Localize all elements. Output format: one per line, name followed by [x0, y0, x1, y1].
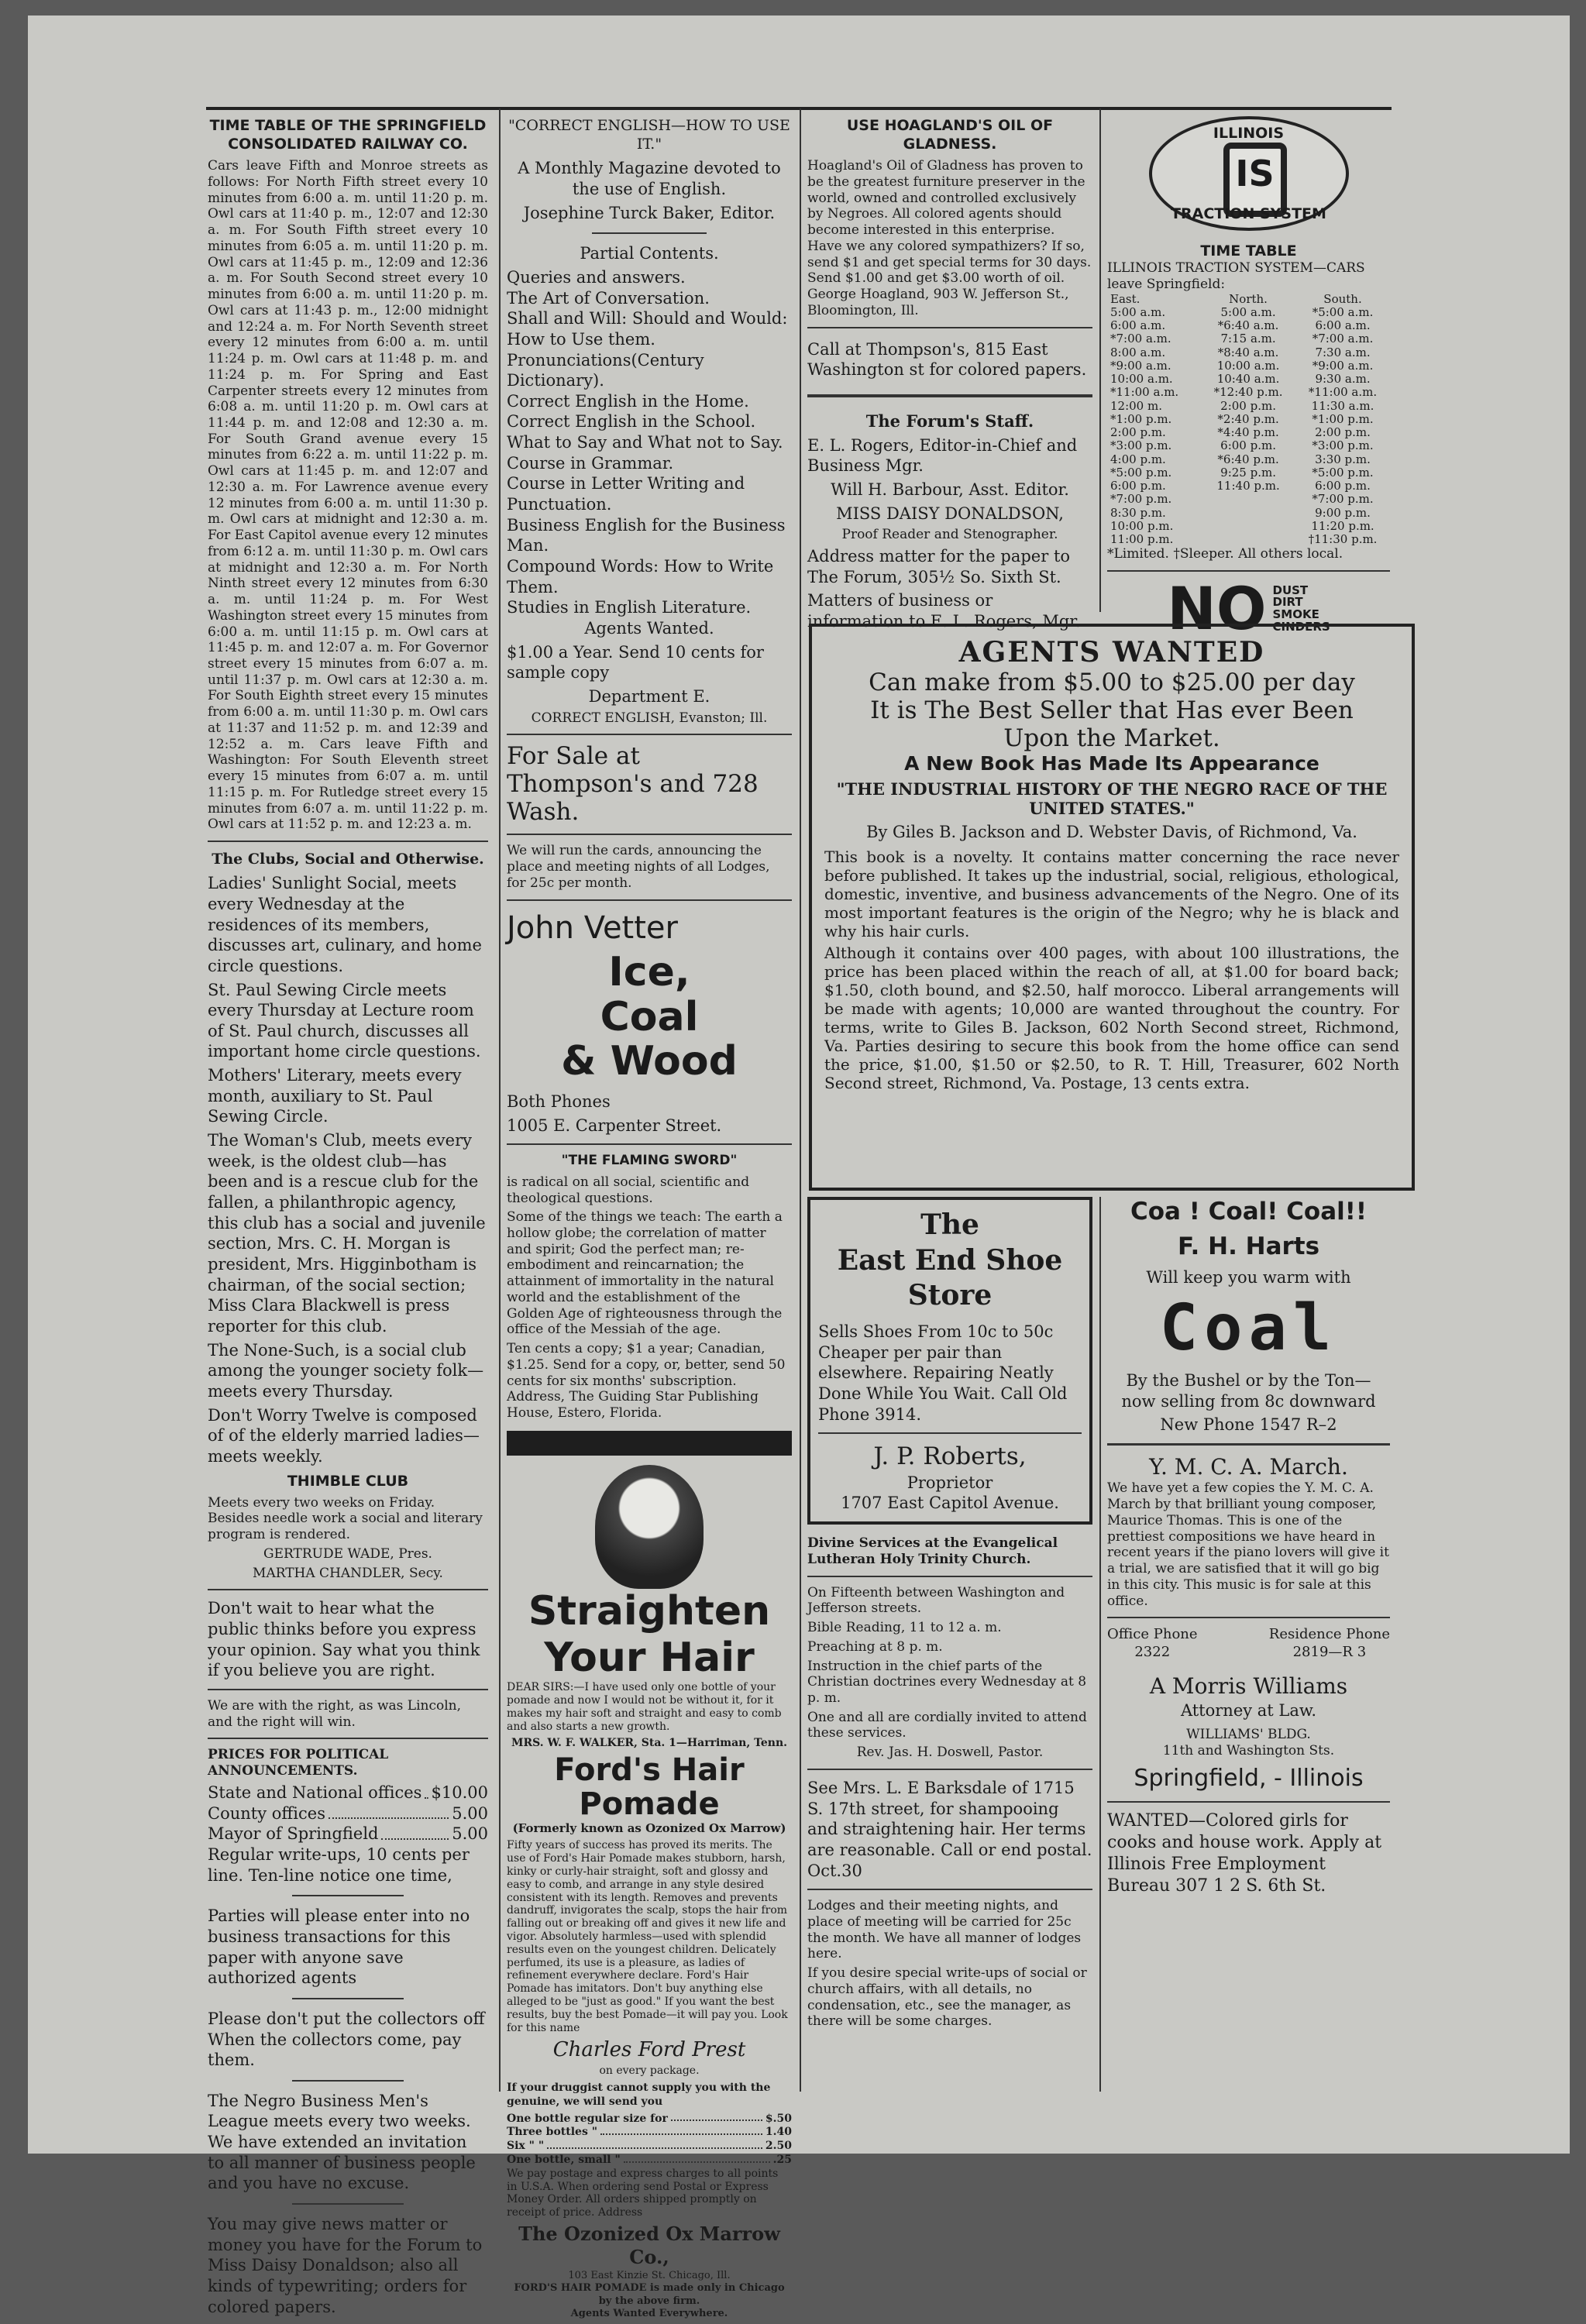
tt-header: East. — [1110, 291, 1140, 306]
no-list: DUST DIRT SMOKE CINDERS — [1272, 583, 1330, 634]
vetter-address: 1005 E. Carpenter Street. — [507, 1116, 722, 1135]
emblem-monogram: IS — [1223, 143, 1287, 217]
sword-title: "THE FLAMING SWORD" — [561, 1153, 738, 1169]
tt-cell: 8:30 p.m. — [1110, 505, 1166, 520]
shoe-name: East End Shoe — [837, 1243, 1063, 1277]
fords-price-row: One bottle, small " .25 — [507, 2153, 792, 2166]
timetable-text: Cars leave Fifth and Monroe streets as follows: For North Fifth street every 10 minutes from 6:00 a. m. until 11:20 p. m. Owl cars at 11:40 p. m., 12:07 and 12:30 a. m. For South Fifth street every 10 minutes from 6:05 a. m. until 11:20 p. m. Owl cars at 11:45 p. m., 12:09 and 12:36 a. m. For South Second street every 10 minutes from 6:00 a. m. until 11:20 p. m. Owl cars at 11:43 p. m., 12:00 midnight and 12:24 a. m. For North Seventh street every 12 minutes from 6:00 a. m. until 11:24 p. m. Owl cars at 11:48 p. m. and 11:24 p. m. For Spring and East Carpenter streets every 12 minutes from 6:08 a. m. until 11:20 p. m. Owl cars at 11:44 p. m. and 12:08 and 12:30 a. m. For South Grand avenue every 15 minutes from 6:22 a. m. until 11:22 p. m. Owl cars at 11:45 p. m. and 12:07 and 12:30 a. m. For Lawrence avenue every 12 minutes from 6:00 a. m. until 11:30 p. m. Owl cars at midnight and 12:30 a. m. For East Capitol avenue every 12 minutes from 6:12 a. m. until 11:30 p. m. Owl cars at midnight and 12:30 a. m. For North Ninth street every 12 minutes from 6:30 a. m. until 11:24 p. m. For West Washington street every 15 minutes from 6:00 a. m. until 11:15 p. m. Owl cars at 11:45 p. m. and 12:07 a. m. For Governor street every 15 minutes from 6:07 a. m. until 11:37 p. m. Owl cars at 12:30 a. m. For South Eighth street every 15 minutes from 6:00 a. m. until 11:30 p. m. Owl cars at 11:37 and 11:52 p. m. and 12:39 and 12:52 a. m. Cars leave Fifth and Washington: For South Eleventh street every 15 minutes from 6:07 a. m. until 11:15 p. m. For Rutledge street every 15 minutes from 6:07 a. m. until 11:22 p. m. Owl cars at 11:52 p. m. and 12:23 a. m. — [208, 158, 488, 833]
hair-title: Your Hair — [544, 1634, 755, 1681]
agents-text: Although it contains over 400 pages, with about 100 illustrations, the price has been placed within the reach of all, at $1.00 for board back; $1.50, cloth bound, and $2.50, half morocco. Liberal arrangements will be made with agents; 10,000 are wanted throughout the country. For terms, write to Giles B. Jackson, 602 North Second street, Richmond, Va. Parties desiring to secure this book from the home office can send the price, $1.00, $1.50 or $2.50, to R. T. Hill, Treasurer, 602 North Second street, Richmond, Va. Postage, 13 cents extra. — [824, 944, 1399, 1092]
english-title: "CORRECT ENGLISH—HOW TO USE IT." — [508, 117, 790, 153]
divider — [208, 1689, 488, 1690]
tt-cell: 4:00 p.m. — [1110, 452, 1166, 466]
divider — [292, 2203, 404, 2205]
harts-name: F. H. Harts — [1177, 1232, 1320, 1261]
divider — [292, 2080, 404, 2082]
tt-row — [1107, 319, 1390, 332]
agents-wanted-box — [809, 624, 1415, 1191]
league-text: The Negro Business Men's League meets every two weeks. We have extended an invitation to all manner of business people and you have no excuse. — [208, 2091, 476, 2193]
harts-text: By the Bushel or by the Ton— now selling from 8c downward — [1121, 1370, 1376, 1411]
church-text: Preaching at 8 p. m. — [807, 1638, 943, 1655]
english-desc: A Monthly Magazine devoted to the use of English. — [518, 159, 781, 198]
tt-cell: 9:00 p.m. — [1315, 505, 1371, 520]
traction-emblem — [1149, 116, 1349, 231]
staff-line: Address matter for the paper to The Forum, 305½ So. Sixth St. — [807, 546, 1071, 586]
church-text: One and all are cordially invited to attend these services. — [807, 1709, 1087, 1741]
tt-cell — [1201, 507, 1295, 520]
tt-row — [1107, 453, 1390, 466]
williams-title: Attorney at Law. — [1180, 1700, 1317, 1720]
book-title: "THE INDUSTRIAL HISTORY OF THE NEGRO RACE OF THE UNITED STATES." — [836, 779, 1388, 818]
tt-sub: ILLINOIS TRACTION SYSTEM—CARS leave Springfield: — [1107, 260, 1365, 292]
club-item: Ladies' Sunlight Social, meets every Wednesday at the residences of its members, discusses art, culinary, and home circle questions. — [208, 874, 482, 975]
club-item: The None-Such, is a social club among the younger society folk—meets every Thursday. — [208, 1340, 484, 1401]
tt-cell: *7:00 p.m. — [1110, 492, 1172, 507]
shoe-prop: Proprietor — [907, 1473, 993, 1492]
tt-cell: *7:00 p.m. — [1312, 492, 1374, 507]
fords-price-row: One bottle regular size for $.50 — [507, 2112, 792, 2125]
divider — [1107, 570, 1390, 572]
club-item: St. Paul Sewing Circle meets every Thursday at Lecture room of St. Paul church, discusses all important home circle questions. — [208, 980, 481, 1061]
tt-cell: 7:15 a.m. — [1220, 332, 1276, 346]
tt-cell: 2:00 p.m. — [1220, 398, 1276, 413]
divider — [507, 899, 792, 901]
contents-item: Course in Letter Writing and Punctuation. — [507, 474, 745, 514]
column-divider — [800, 108, 801, 2092]
agents-line: It is The Best Seller that Has ever Been — [870, 696, 1354, 724]
contents-item: Pronunciations(Century Dictionary). — [507, 350, 704, 390]
contents-item: Compound Words: How to Write Them. — [507, 557, 774, 596]
parties-text: Parties will please enter into no business transactions for this paper with anyone save authorized agents — [208, 1906, 470, 1988]
tt-cell — [1201, 533, 1295, 546]
forsale-text: For Sale at Thompson's and 728 Wash. — [507, 742, 759, 826]
tt-row — [1107, 306, 1390, 319]
tt-cell: *1:00 p.m. — [1110, 411, 1172, 426]
news-text: You may give news matter or money you have for the Forum to Miss Daisy Donaldson; also all kinds of typewriting; orders for colored papers. — [208, 2215, 483, 2316]
ozonized-address: 103 East Kinzie St. Chicago, Ill. — [568, 2269, 731, 2281]
emblem-top-text: ILLINOIS — [1213, 125, 1285, 142]
williams-sts: 11th and Washington Sts. — [1162, 1743, 1335, 1759]
tt-cell: 7:30 a.m. — [1315, 345, 1371, 359]
divider — [208, 841, 488, 842]
tt-cell: 6:00 a.m. — [1110, 318, 1166, 333]
contents-item: Correct English in the School. — [507, 412, 756, 431]
tt-cell: 5:00 a.m. — [1220, 304, 1276, 319]
english-address: CORRECT ENGLISH, Evanston; Ill. — [531, 710, 768, 726]
contents-list — [507, 267, 792, 618]
tt-table — [1107, 293, 1390, 547]
public-opinion-text: Don't wait to hear what the public thinks before you express your opinion. Say what you think if you believe you are right. — [208, 1599, 480, 1680]
church-pastor: Rev. Jas. H. Doswell, Pastor. — [856, 1745, 1044, 1761]
shoe-text: Sells Shoes From 10c to 50c Cheaper per pair than elsewhere. Repairing Neatly Done While You Wait. Call Old Phone 3914. — [818, 1322, 1068, 1424]
english-price: $1.00 a Year. Send 10 cents for sample copy — [507, 642, 764, 682]
vetter-goods: Ice, — [608, 949, 690, 996]
staff-line: MISS DAISY DONALDSON, — [836, 504, 1064, 523]
contents-item: Studies in English Literature. — [507, 598, 752, 617]
staff-title: The Forum's Staff. — [865, 411, 1034, 431]
prices-title: PRICES FOR POLITICAL ANNOUNCEMENTS. — [208, 1747, 389, 1779]
divider — [1107, 1443, 1390, 1446]
column-divider — [1099, 1197, 1101, 2092]
tt-cell: *6:40 a.m. — [1217, 318, 1279, 333]
tt-cell: 11:40 p.m. — [1216, 479, 1280, 493]
vetter-goods: & Wood — [561, 1037, 738, 1085]
tt-cell: 9:30 a.m. — [1315, 372, 1371, 387]
price-row: Mayor of Springfield 5.00 — [208, 1824, 488, 1844]
tt-cell: 11:30 a.m. — [1311, 398, 1374, 413]
oil-text: Hoagland's Oil of Gladness has proven to be the greatest furniture preserver in the world, owned and controlled exclusively by Negroes. All colored agents should become interested in this enterprise. Have we any colored sympathizers? If so, send $1 and get special terms for 30 days. Send $1.00 and get $3.00 worth of oil. George Hoagland, 903 W. Jefferson St., Bloomington, Ill. — [807, 158, 1092, 318]
ymca-title: Y. M. C. A. March. — [1149, 1453, 1348, 1480]
contents-item: Course in Grammar. — [507, 453, 674, 473]
church-text: On Fifteenth between Washington and Jefferson streets. — [807, 1584, 1065, 1617]
contents-item: What to Say and What not to Say. — [507, 433, 783, 452]
contents-item: Correct English in the Home. — [507, 391, 749, 411]
williams-name: A Morris Williams — [1149, 1673, 1348, 1700]
tt-cell: *8:40 a.m. — [1217, 345, 1279, 359]
lincoln-text: We are with the right, as was Lincoln, and the right will win. — [208, 1698, 462, 1730]
column-4-top — [1107, 116, 1390, 644]
vetter-goods: Coal — [600, 993, 699, 1040]
club-item: Mothers' Literary, meets every month, auxiliary to St. Paul Sewing Circle. — [208, 1066, 462, 1126]
ymca-text: We have yet a few copies the Y. M. C. A. March by that brilliant young composer, Maurice Thomas. This is one of the prettiest compositions we have heard in recent years if the piano lovers will give it a trial, we are satisfied that it will go big in this city. This music is for sale at this office. — [1107, 1480, 1389, 1609]
divider — [208, 1738, 488, 1739]
phones-row — [1107, 1626, 1390, 1662]
williams-city: Springfield, - Illinois — [1134, 1764, 1364, 1792]
hair-title: Straighten — [528, 1587, 771, 1635]
staff-line: Will H. Barbour, Asst. Editor. — [831, 480, 1069, 499]
contents-item: Queries and answers. — [507, 267, 686, 287]
no-word: NO — [1167, 574, 1267, 644]
tt-header-row — [1107, 293, 1390, 306]
divider — [592, 232, 706, 234]
harts-phone: New Phone 1547 R–2 — [1160, 1415, 1337, 1435]
residence-phone: Residence Phone 2819—R 3 — [1268, 1626, 1390, 1661]
divider — [507, 1143, 792, 1145]
tt-cell: *7:00 a.m. — [1110, 332, 1171, 346]
tt-cell: *12:40 p.m. — [1213, 385, 1283, 400]
tt-row — [1107, 439, 1390, 452]
tt-row — [1107, 346, 1390, 359]
timetable-title: TIME TABLE OF THE SPRINGFIELD CONSOLIDATED RAILWAY CO. — [209, 117, 487, 153]
tt-cell: 2:00 p.m. — [1315, 425, 1371, 440]
barksdale-text: See Mrs. L. E Barksdale of 1715 S. 17th street, for shampooing and straightening hair. Her terms are reasonable. Call or end postal. Oct.30 — [807, 1778, 1092, 1880]
tt-cell: 6:00 p.m. — [1110, 479, 1166, 493]
fords-prepay: We pay postage and express charges to all points in U.S.A. When ordering send Postal or Express Money Order. All orders shipped promptly on receipt of price. Address — [507, 2167, 779, 2219]
tt-row — [1107, 493, 1390, 506]
thimble-signature: GERTRUDE WADE, Pres. — [263, 1545, 432, 1562]
tt-header: North. — [1229, 291, 1268, 306]
emblem-bottom-text: TRACTION SYSTEM — [1171, 205, 1326, 222]
oil-title: USE HOAGLAND'S OIL OF GLADNESS. — [846, 117, 1054, 153]
fords-title: Pomade — [579, 1786, 720, 1823]
tt-cell: 11:00 p.m. — [1110, 532, 1174, 547]
cards-text: We will run the cards, announcing the place and meeting nights of all Lodges, for 25c per month. — [507, 843, 770, 891]
shoe-name: The — [920, 1208, 979, 1241]
collectors-text: Please don't put the collectors off When the collectors come, pay them. — [208, 2009, 485, 2070]
sword-text: is radical on all social, scientific and theological questions. — [507, 1174, 750, 1206]
tt-cell: *4:40 p.m. — [1217, 425, 1279, 440]
divider — [807, 1769, 1092, 1770]
tt-row — [1107, 359, 1390, 373]
tt-cell: 6:00 a.m. — [1315, 318, 1371, 333]
clubs-title: The Clubs, Social and Otherwise. — [212, 851, 484, 868]
agents-title: AGENTS WANTED — [958, 636, 1265, 669]
agents-line: A New Book Has Made Its Appearance — [904, 752, 1319, 775]
fords-subtitle: (Formerly known as Ozonized Ox Marrow) — [512, 1821, 786, 1836]
sword-text: Some of the things we teach: The earth a hollow globe; the correlation of matter and spirit; God the perfect man; re-embodiment and reincarnation; the attainment of immortality in the natural world and the establishment of the Golden Age of righteousness through the office of the Messiah of the age. — [507, 1209, 783, 1338]
tt-cell: 8:00 a.m. — [1110, 345, 1166, 359]
tt-cell: 12:00 m. — [1110, 398, 1162, 413]
sword-text: Ten cents a copy; $1 a year; Canadian, $1.25. Send for a copy, or, better, send 50 cents for six months' subscription. Address, The Guiding Star Publishing House, Estero, Florida. — [507, 1341, 786, 1422]
staff-line: Proof Reader and Stenographer. — [841, 527, 1058, 543]
column-3-bottom — [807, 1197, 1092, 2033]
tt-legend: *Limited. †Sleeper. All others local. — [1107, 546, 1343, 562]
column-divider — [1099, 108, 1101, 612]
ozonized-made: FORD'S HAIR POMADE is made only in Chicago by the above firm. — [514, 2282, 785, 2307]
vetter-name: John Vetter — [507, 909, 678, 946]
tt-header: South. — [1323, 291, 1362, 306]
agents-text: This book is a novelty. It contains matter concerning the race never before published. It takes up the industrial, social, religious, ethological, domestic, inventive, and business advancements of the Negro. One of its most important features is the origin of the Negro; why he is black and why his hair curls. — [824, 847, 1399, 940]
column-divider — [499, 108, 501, 2092]
divider — [1107, 1801, 1390, 1803]
writeups-text: If you desire special write-ups of social or church affairs, with all details, no condensation, etc., see the manager, as there will be some charges. — [807, 1965, 1087, 2030]
tt-row — [1107, 332, 1390, 346]
tt-cell — [1201, 520, 1295, 533]
tt-row — [1107, 533, 1390, 546]
tt-row — [1107, 480, 1390, 493]
column-2 — [507, 112, 792, 2324]
club-item: Don't Worry Twelve is composed of of the elderly married ladies—meets weekly. — [208, 1405, 480, 1466]
tt-title: TIME TABLE — [1200, 242, 1297, 260]
divider — [292, 1998, 404, 1999]
price-row: County offices 5.00 — [208, 1803, 488, 1823]
hair-letter: DEAR SIRS:—I have used only one bottle of your pomade and now I would not be without it, for it makes my hair soft and straight and easy to comb and also starts a new growth. — [507, 1681, 782, 1733]
church-text: Bible Reading, 11 to 12 a. m. — [807, 1620, 1002, 1636]
woman-portrait — [595, 1465, 704, 1589]
top-rule — [206, 107, 1392, 110]
contents-item: Shall and Will: Should and Would: How to Use them. — [507, 309, 788, 349]
divider — [1107, 1617, 1390, 1618]
tt-cell: *5:00 a.m. — [1312, 304, 1374, 319]
price-row: State and National offices $10.00 — [208, 1783, 488, 1802]
tt-cell: 6:00 p.m. — [1220, 438, 1276, 453]
shoe-name: Store — [907, 1279, 993, 1312]
divider — [818, 1432, 1082, 1434]
thimble-title: THIMBLE CLUB — [287, 1472, 409, 1490]
williams-bldg: WILLIAMS' BLDG. — [1186, 1727, 1311, 1743]
english-dept: Department E. — [588, 687, 710, 706]
tt-cell: *9:00 a.m. — [1312, 358, 1374, 373]
tt-row — [1107, 400, 1390, 413]
newspaper-page — [28, 15, 1570, 2320]
tt-cell: 3:30 p.m. — [1315, 452, 1371, 466]
tt-cell: 2:00 p.m. — [1110, 425, 1166, 440]
tt-cell: *2:40 p.m. — [1217, 411, 1279, 426]
agents-line: Upon the Market. — [1003, 724, 1220, 752]
column-3-top — [807, 112, 1092, 635]
fords-price-row: Three bottles " 1.40 — [507, 2126, 792, 2139]
tt-cell: 10:00 a.m. — [1216, 358, 1280, 373]
tt-cell: 10:40 a.m. — [1216, 372, 1280, 387]
fords-druggist: If your druggist cannot supply you with the genuine, we will send you — [507, 2082, 771, 2108]
fords-package: on every package. — [599, 2064, 700, 2078]
tt-cell: *5:00 p.m. — [1110, 465, 1172, 480]
writeups-text: Regular write-ups, 10 cents per line. Ten-line notice one time, — [208, 1844, 470, 1885]
tt-cell: 9:25 p.m. — [1220, 465, 1276, 480]
book-authors: By Giles B. Jackson and D. Webster Davis, of Richmond, Va. — [866, 823, 1357, 841]
tt-cell: 10:00 p.m. — [1110, 518, 1174, 533]
partial-contents: Partial Contents. — [580, 244, 719, 263]
tt-cell: *11:00 a.m. — [1110, 385, 1179, 400]
tt-cell: *6:40 p.m. — [1217, 452, 1279, 466]
column-4-bottom — [1107, 1197, 1390, 1900]
agents-wanted: Agents Wanted. — [584, 619, 714, 638]
club-item: The Woman's Club, meets every week, is the oldest club—has been and is a rescue club for the fallen, a philanthropic agency, this club has a social and juvenile section, Mrs. C. H. Morgan is president, Mrs. Higginbotham is chairman, of the social section; Miss Clara Blackwell is press reporter for this club. — [208, 1131, 486, 1336]
black-bar — [507, 1431, 792, 1456]
shoe-store-box — [807, 1197, 1092, 1525]
tt-row — [1107, 373, 1390, 386]
divider — [807, 394, 1092, 397]
shoe-owner: J. P. Roberts, — [873, 1442, 1027, 1471]
tt-cell: †11:30 p.m. — [1308, 532, 1378, 547]
divider — [292, 1895, 404, 1896]
harts-warm: Will keep you warm with — [1146, 1267, 1351, 1287]
tt-cell: 6:00 p.m. — [1315, 479, 1371, 493]
thimble-text: Meets every two weeks on Friday. Besides needle work a social and literary program is rendered. — [208, 1494, 483, 1543]
divider — [208, 1589, 488, 1590]
tt-cell: *1:00 p.m. — [1312, 411, 1374, 426]
tt-cell: *5:00 p.m. — [1312, 465, 1374, 480]
agents-line: Can make from $5.00 to $25.00 per day — [869, 669, 1355, 696]
fords-signature: Charles Ford Prest — [552, 2038, 746, 2062]
tt-cell: 5:00 a.m. — [1110, 304, 1166, 319]
vetter-phones: Both Phones — [507, 1092, 611, 1111]
divider — [807, 1576, 1092, 1577]
tt-cell: 11:20 p.m. — [1311, 518, 1374, 533]
tt-row — [1107, 426, 1390, 439]
thompson-text: Call at Thompson's, 815 East Washington st for colored papers. — [807, 339, 1087, 380]
harts-coal: Coal — [1159, 1291, 1338, 1366]
church-text: Instruction in the chief parts of the Christian doctrines every Wednesday at 8 p. m. — [807, 1658, 1087, 1706]
ozonized-agents: Agents Wanted Everywhere. — [570, 2308, 728, 2320]
tt-cell — [1201, 493, 1295, 506]
contents-item: Business English for the Business Man. — [507, 515, 786, 555]
tt-cell: *3:00 p.m. — [1110, 438, 1172, 453]
tt-row — [1107, 466, 1390, 480]
hair-signature: MRS. W. F. WALKER, Sta. 1—Harriman, Tenn. — [511, 1736, 788, 1749]
lodges-text: Lodges and their meeting nights, and place of meeting will be carried for 25c the month. We have all manner of lodges here. — [807, 1898, 1082, 1962]
tt-row — [1107, 507, 1390, 520]
fords-text: Fifty years of success has proved its merits. The use of Ford's Hair Pomade makes stubborn, harsh, kinky or curly-hair straight, soft and glossy and easy to comb, and arrange in any style desired consistent with its length. Removes and prevents dandruff, invigorates the scalp, stops the hair from falling out or breaking off and gives it new life and vigor. Absolutely harmless—used with splendid results even on the youngest children. Delicately perfumed, its use is a pleasure, as ladies of refinement everywhere declare. Ford's Hair Pomade has imitators. Don't buy anything else alleged to be "just as good." If you want the best results, buy the best Pomade—it will pay you. Look for this name — [507, 1839, 788, 2034]
harts-title: Coa ! Coal! Coal!! — [1130, 1198, 1368, 1226]
column-1 — [208, 112, 488, 2320]
office-phone: Office Phone 2322 — [1107, 1626, 1198, 1661]
divider — [507, 734, 792, 735]
divider — [507, 834, 792, 835]
tt-row — [1107, 413, 1390, 426]
tt-row — [1107, 386, 1390, 399]
tt-cell: *9:00 a.m. — [1110, 358, 1171, 373]
english-editor: Josephine Turck Baker, Editor. — [523, 203, 776, 222]
tt-cell: *11:00 a.m. — [1308, 385, 1378, 400]
divider — [807, 1889, 1092, 1890]
staff-line: E. L. Rogers, Editor-in-Chief and Business Mgr. — [807, 435, 1078, 476]
fords-price-row: Six " " 2.50 — [507, 2140, 792, 2153]
contents-item: The Art of Conversation. — [507, 288, 710, 308]
tt-row — [1107, 520, 1390, 533]
tt-cell: *7:00 a.m. — [1312, 332, 1374, 346]
church-title: Divine Services at the Evangelical Lutheran Holy Trinity Church. — [807, 1535, 1058, 1567]
staff-line: Matters of business or information to E. L. Rogers, Mgr. — [807, 591, 1081, 631]
tt-cell: 10:00 a.m. — [1110, 372, 1173, 387]
thimble-signature: MARTHA CHANDLER, Secy. — [253, 1565, 443, 1581]
fords-title: Ford's Hair — [554, 1752, 745, 1789]
tt-cell: *3:00 p.m. — [1312, 438, 1374, 453]
ozonized-name: The Ozonized Ox Marrow Co., — [518, 2222, 780, 2269]
wanted-text: WANTED—Colored girls for cooks and house work. Apply at Illinois Free Employment Bureau 307 1 2 S. 6th St. — [1107, 1810, 1382, 1896]
shoe-address: 1707 East Capitol Avenue. — [841, 1494, 1059, 1513]
divider — [807, 327, 1092, 328]
